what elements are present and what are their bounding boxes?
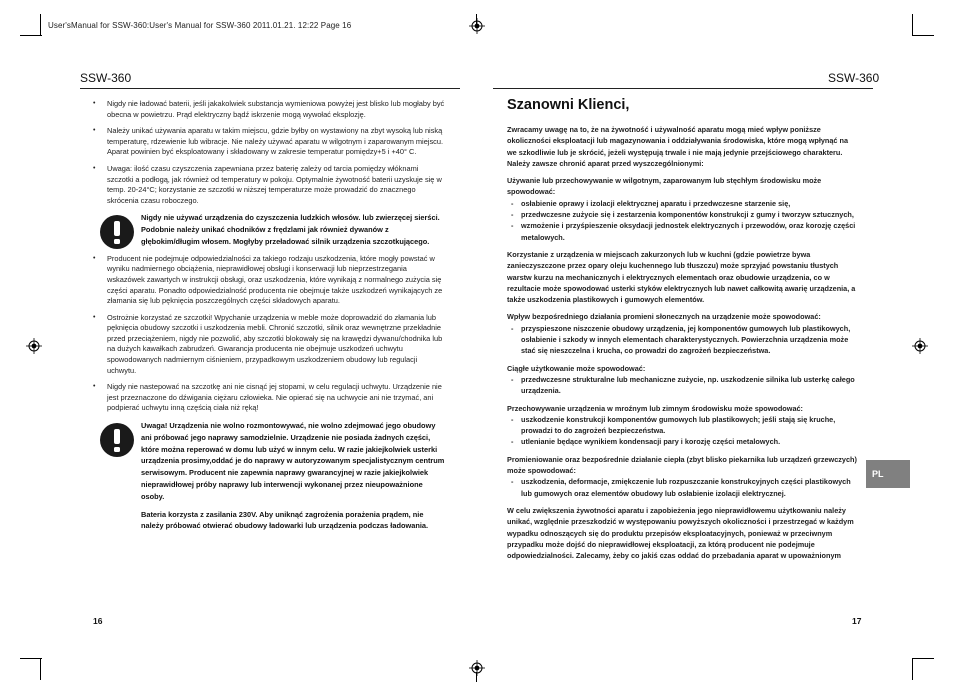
list-item: - osłabienie oprawy i izolacji elektrycznej aparatu i przedwczesne starzenie się,	[507, 198, 859, 209]
crop-mark	[912, 14, 913, 36]
section-heading: Wpływ bezpośredniego działania promieni słonecznych na urządzenie może spowodować:	[507, 312, 821, 322]
list-item: • Nigdy nie nastepować na szczotkę ani nie cisnąć jej stopami, w celu regulacji uchwytu. Urządzenie nie jest przeznaczone do dźwigania ciężaru człowieka. Nie opierać się na uchwycie ani nie trzymać, ani podpierać uchwytu inną częścią ciała niż ręką!	[93, 382, 445, 414]
crop-mark	[40, 658, 41, 680]
section-block	[507, 311, 859, 356]
crop-mark	[20, 658, 42, 659]
list-item: - przedwczesne zużycie się i zestarzenia komponentów konstrukcji z gumy i tworzyw sztucznych,	[507, 209, 859, 220]
list-item: • Ostrożnie korzystać ze szczotki! Wpychanie urządzenia w meble może doprowadzić do złamania lub pęknięcia obudowy szczotki i uszkodzenia mebli. Chronić szczotki, silnik oraz wewnętrzne przekładnie przed przeciążeniem, nigdy nie pozwolić, aby szczotki blokowały się na krawędzi dywanu/chodnika lub na dużych kawałkach zabrudzeń. Gwarancja producenta nie obejmuje uszkodzeń uchwytu spowodowanych nadmiernym ciśnieniem, przypadkowym uszkodzeniem obudowy lub regulacji uchwytu.	[93, 313, 445, 377]
crop-mark	[20, 35, 42, 36]
section-block	[507, 403, 859, 448]
section-heading: Używanie lub przechowywanie w wilgotnym, zaparowanym lub stęchłym środowisku może spowodować:	[507, 176, 822, 197]
list-item: - przedwczesne strukturalne lub mechaniczne zużycie, np. uszkodzenie silnika lub usterkę całego urządzenia.	[507, 374, 859, 397]
list-item: • Producent nie podejmuje odpowiedzialności za takiego rodzaju uszkodzenia, które mogły powstać w wyniku nadmiernego obciążenia, nieprawidłowej obsługi i konserwacji lub nieprzestrzegania wskazówek zawartych w instrukcji obsługi, oraz uszkodzenia, które wynikają z normalnego zużycia się części aparatu. Ponadto odpowiedzialność producenta nie obejmuje także uszkodzeń wynikających ze złamania się lub pęknięcia poszczególnych części składowych aparatu.	[93, 254, 445, 307]
left-page-content	[93, 99, 445, 538]
warning-exclamation-icon	[99, 422, 135, 458]
registration-mark-icon	[912, 338, 928, 354]
left-model-label: SSW-360	[80, 71, 132, 85]
warning-block	[93, 212, 445, 247]
list-item: • Uwaga: ilość czasu czyszczenia zapewniana przez baterię zależy od tarcia pomiędzy włóknami szczotki a podłogą, jak również od temperatury w pokoju. Optymalnie żywotność baterii uzyskuje się w temp. 20-24°C; korzystanie ze szczotki w niższej temperaturze może prowadzić do znacznego skrócenia czasu roboczego.	[93, 164, 445, 206]
left-header-rule	[80, 88, 460, 89]
list-item: - utlenianie będące wynikiem kondensacji pary i korozję części metalowych.	[507, 436, 859, 447]
crop-mark	[912, 658, 913, 680]
section-block	[507, 363, 859, 397]
warning-text: Bateria korzysta z zasilania 230V. Aby uniknąć zagrożenia porażenia prądem, nie należy próbować otwierać obudowy ładowarki lub urządzenia podczas ładowania.	[141, 509, 429, 531]
intro-paragraph: Zwracamy uwagę na to, że na żywotność i używalność aparatu mogą mieć wpływ poniższe okoliczności eksploatacji lub magazynowania i oddziaływania środowiska, które mogą wpłynąć na we szkodliwie lub je skrócić, jeżeli występują trwale i nie mają jedynie przejściowego charakteru. Należy zawsze chronić aparat przed wyszczególnionymi:	[507, 125, 849, 168]
warning-text: Uwaga! Urządzenia nie wolno rozmontowywać, nie wolno zdejmować jego obudowy ani próbować jego naprawy samodzielnie. Urządzenie nie posiada żadnych części, które można reperować w domu lub użyć w innym celu. W razie jakiejkolwiek usterki urządzenia prosimy,oddać je do naprawy w autoryzowanym specjalistycznym centrum serwisowym. Producent nie zapewnia naprawy gwarancyjnej w razie jakiejkolwiek nieprawidłowej próby naprawy lub interwencji wykonanej przez nieupoważnione osoby.	[141, 421, 445, 501]
section-block	[507, 249, 859, 305]
right-model-label: SSW-360	[828, 71, 880, 85]
right-page-content	[507, 124, 859, 567]
right-header-rule	[493, 88, 873, 89]
print-header: User'sManual for SSW-360:User's Manual for SSW-360 2011.01.21. 12:22 Page 16	[48, 21, 352, 30]
registration-mark-icon	[469, 660, 485, 676]
list-item: - przyspieszone niszczenie obudowy urządzenia, jej komponentów gumowych lub plastikowych, osłabienie i szkody w innych elementach charakterystycznych. Powierzchnia urządzenia może stać się nieszczelna i krucha, co prowadzi do zagrożeń bezpieczeństwa.	[507, 323, 859, 357]
warning-block	[93, 420, 445, 532]
section-block	[507, 454, 859, 499]
warning-exclamation-icon	[99, 214, 135, 250]
registration-mark-icon	[26, 338, 42, 354]
section-heading: Przechowywanie urządzenia w mroźnym lub zimnym środowisku może spowodować:	[507, 403, 803, 413]
list-item: • Nigdy nie ładować baterii, jeśli jakakolwiek substancja wymieniowa powyżej jest blisko lub mogłaby być obecna w powietrzu. Prąd elektryczny bądź iskrzenie mogą wywołać eksplozję.	[93, 99, 445, 120]
list-item: - uszkodzenie konstrukcji komponentów gumowych lub plastikowych; jeśli stają się kruche, prowadzi to do zagrożeń bezpieczeństwa.	[507, 414, 859, 437]
list-item: • Należy unikać używania aparatu w takim miejscu, gdzie byłby on wystawiony na zbyt wysoką lub niską temperaturę, rdzewienie lub wibracje. Nie należy używać aparatu w wilgotnym i zaparowanym miejscu. Aparat powinien być eksploatowany i składowany w zakresie temperatur pomiędzy+5 i +40° C.	[93, 126, 445, 158]
section-heading: Korzystanie z urządzenia w miejscach zakurzonych lub w kuchni (gdzie powietrze bywa zanieczyszczone przez opary oleju kuchennego lub tłuszczu) może sprzyjać powstaniu tłustych warstw kurzu na mechanicznych i elektrycznych elementach oraz obudowie urządzenia, co w rezultacie może spowodować usterki styków elektrycznych lub nawet całkowitą awarię urządzenia, a także uszkodzenia plastikowych i gumowych elementów.	[507, 249, 856, 305]
right-page-number: 17	[852, 616, 862, 626]
section-heading: Promieniowanie oraz bezpośrednie działanie ciepła (zbyt blisko piekarnika lub urządzeń grzewczych) może spowodować:	[507, 454, 857, 476]
left-page-number: 16	[93, 616, 103, 626]
section-block	[507, 175, 859, 243]
warning-text: Nigdy nie używać urządzenia do czyszczenia ludzkich włosów. lub zwierzęcej sierści. Podobnie należy unikać chodników z frędzlami jak również dywanów z głębokim/długim włosem. Mogłyby przeładować silnik urządzenia szczotkującego.	[141, 213, 440, 246]
crop-mark	[40, 14, 41, 36]
registration-mark-icon	[469, 18, 485, 34]
page-title: Szanowni Klienci,	[507, 97, 630, 113]
crop-mark	[912, 35, 934, 36]
list-item: - uszkodzenia, deformacje, zmiękczenie lub rozpuszczanie konstrukcyjnych części plastikowych lub gumowych oraz elementów obudowy lub osłabienie izolacji elektrycznej.	[507, 476, 859, 499]
language-tab: PL	[866, 460, 910, 488]
section-heading: Ciągłe użytkowanie może spowodować:	[507, 363, 646, 373]
closing-paragraph: W celu zwiększenia żywotności aparatu i zapobieżenia jego nieprawidłowemu użytkowaniu należy unikać, względnie przeszkodzić w występowaniu powyższych okoliczności i przestrzegać w każdym wypadku odnoszących się do produktu przepisów eksploatacyjnych, ponieważ w przeciwnym przypadku może dojść do nieprawidłowej eksploatacji, za którą producent nie podejmuje odpowiedzialności. Zalecamy, żeby co jakiś czas oddać do przebadania aparat w upoważnionym	[507, 505, 854, 561]
crop-mark	[912, 658, 934, 659]
list-item: - wzmożenie i przyśpieszenie oksydacji jednostek elektrycznych i przewodów, oraz korozję części metalowych.	[507, 220, 859, 243]
